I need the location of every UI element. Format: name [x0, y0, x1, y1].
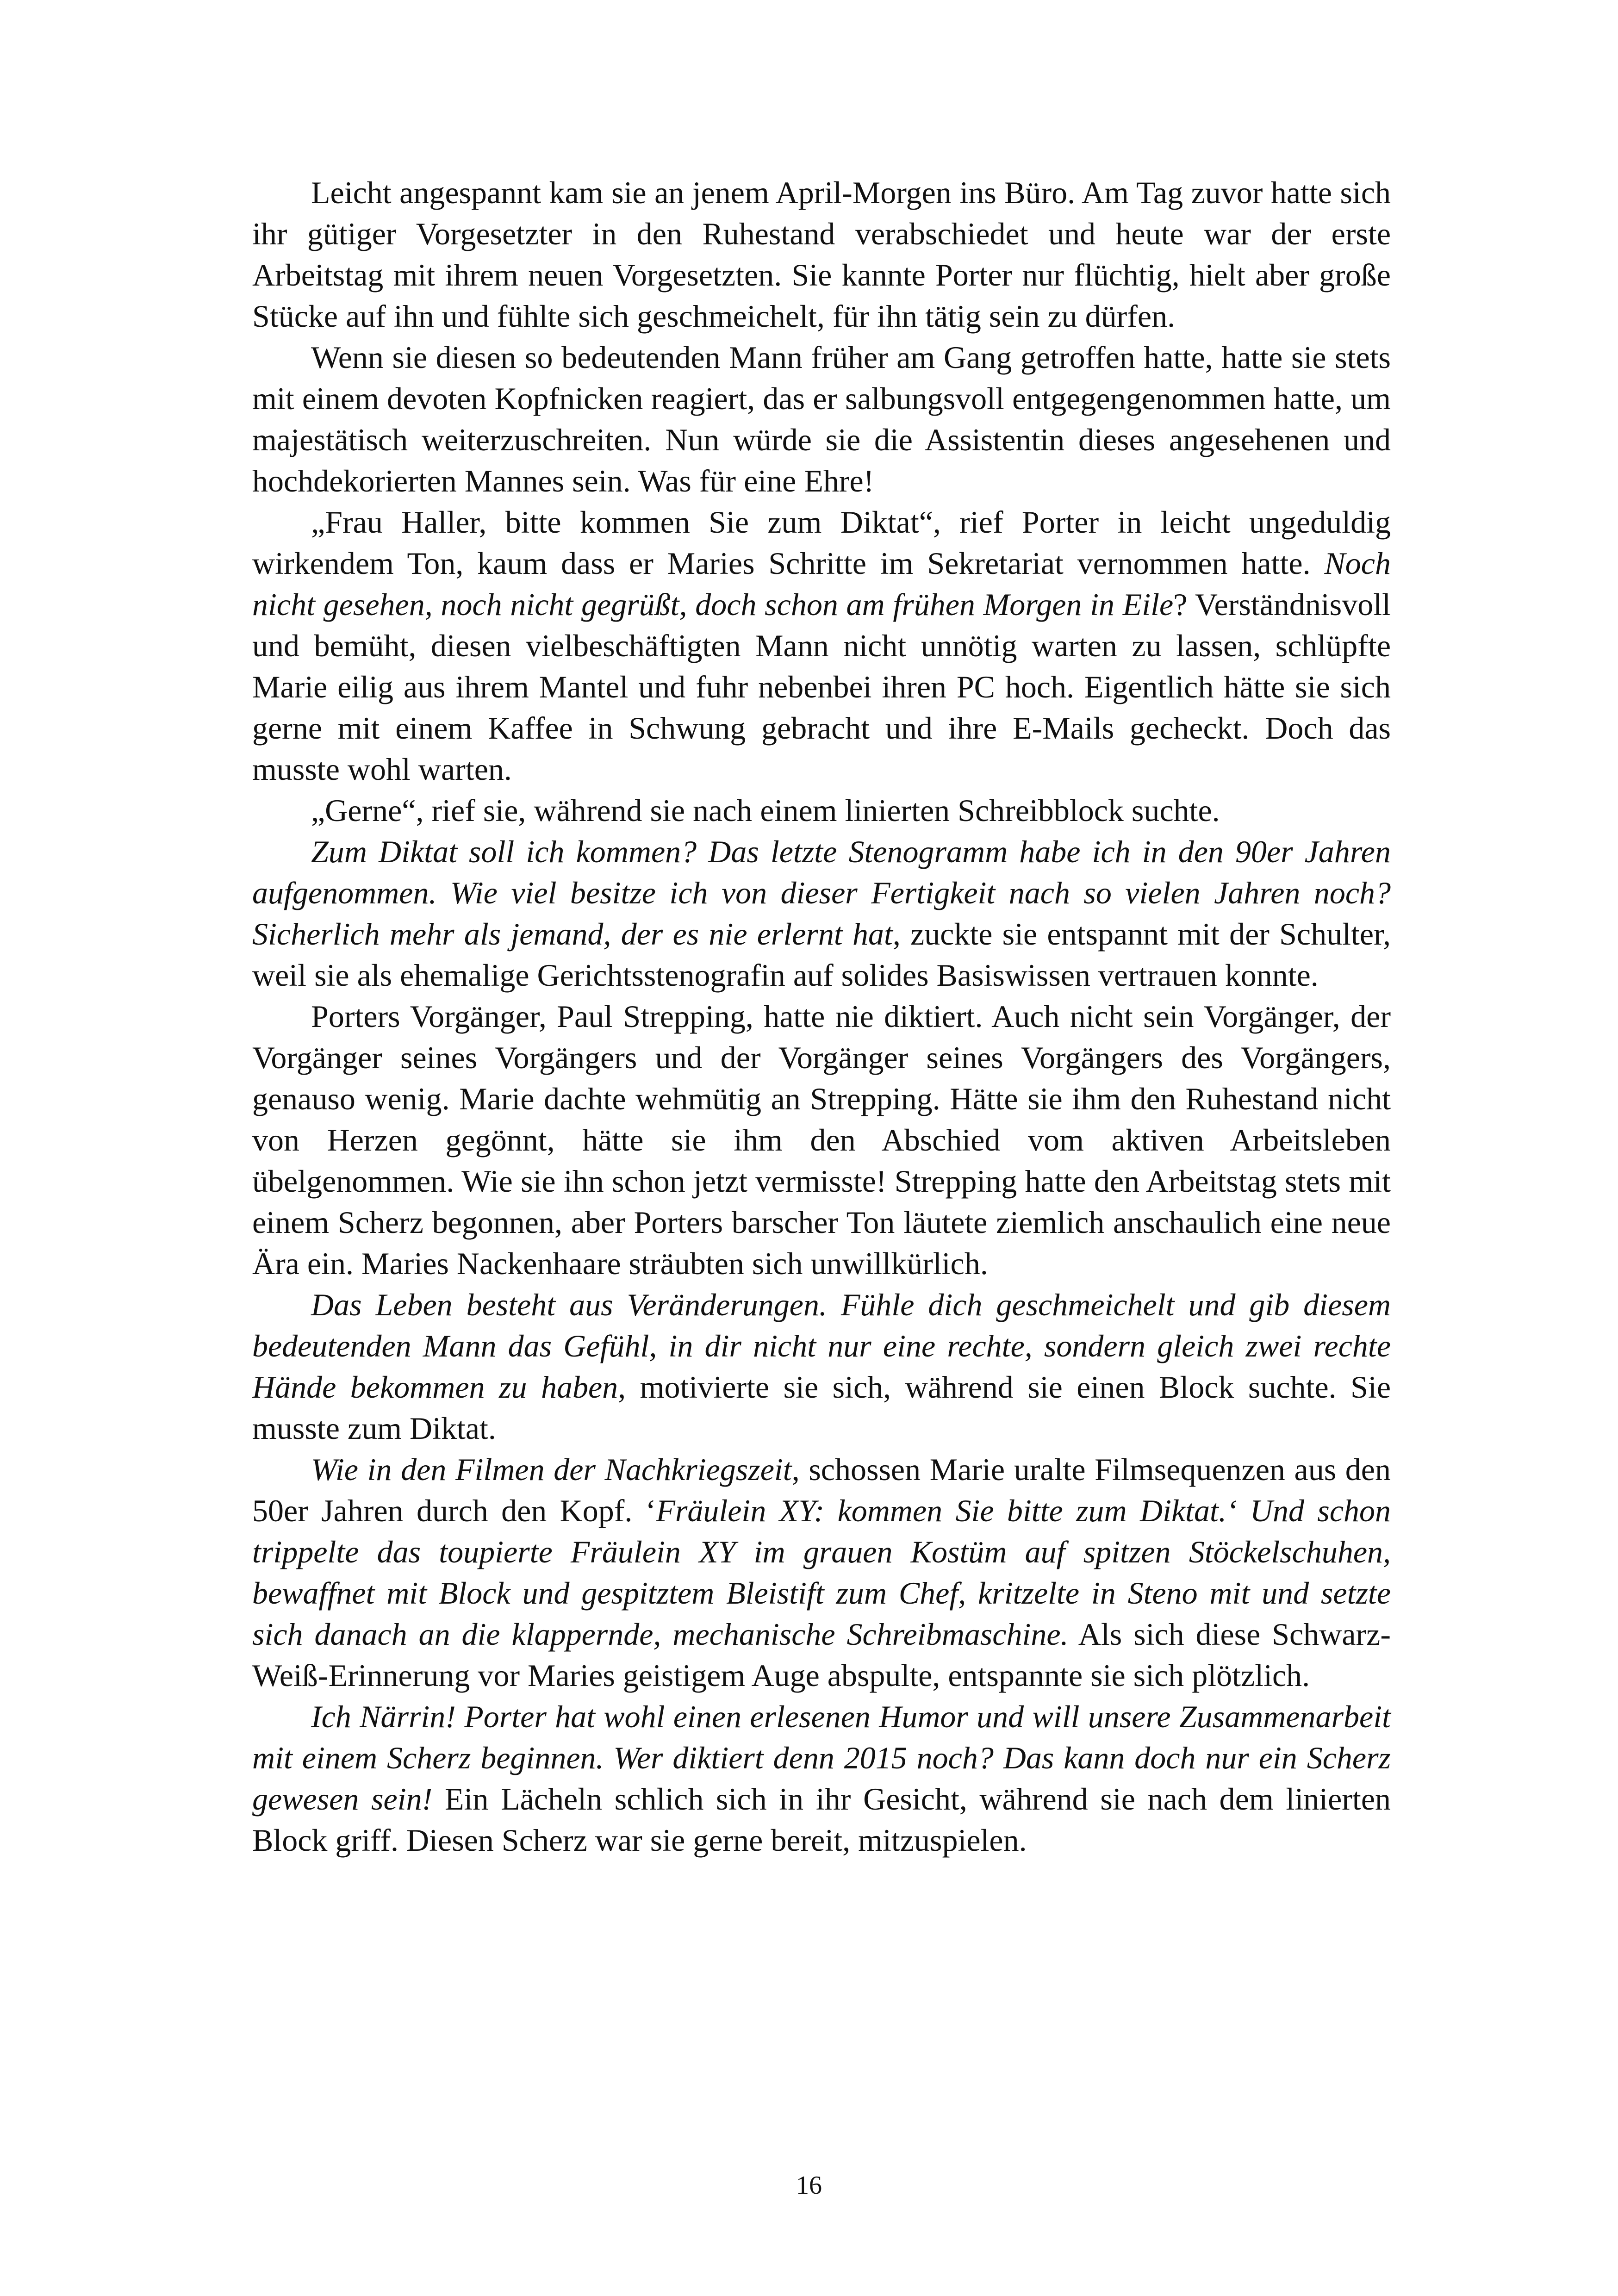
text-run: „Gerne“, rief sie, während sie nach einem linierten Schreibblock suchte. — [311, 793, 1220, 828]
paragraph-2 — [252, 337, 1391, 502]
italic-text-run: Fräulein XY: kommen Sie bitte zum Diktat.‘ Und schon trippelte das toupierte Fräulein XY im grauen Kostüm auf spitzen Stöckelschuhen, bewaffnet mit Block und gespitztem Bleistift zum Chef, kritzelte in Steno mit und setzte sich danach an die klappernde, mechanische Schreibmaschine. — [252, 1493, 1391, 1652]
paragraph-4 — [252, 790, 1391, 831]
text-run: , zuckte sie entspannt mit der Schulter, weil sie als ehemalige Gerichtsstenografin auf solides Basiswissen vertrauen konnte. — [252, 916, 1391, 993]
text-run: Leicht angespannt kam sie an jenem April-Morgen ins Büro. Am Tag zuvor hatte sich ihr gütiger Vorgesetzter in den Ruhestand verabschiedet und heute war der erste Arbeitstag mit ihrem neuen Vorgesetzten. Sie kannte Porter nur flüchtig, hielt aber große Stücke auf ihn und fühlte sich geschmeichelt, für ihn tätig sein zu dürfen. — [252, 175, 1391, 334]
text-run: „Frau Haller, bitte kommen Sie zum Diktat“, rief Porter in leicht ungeduldig wirkendem Ton, kaum dass er Maries Schritte im Sekretariat vernommen hatte. — [252, 504, 1391, 581]
text-run: Porters Vorgänger, Paul Strepping, hatte nie diktiert. Auch nicht sein Vorgänger, der Vorgänger seines Vorgängers und der Vorgänger seines Vorgängers des Vorgängers, genauso wenig. Marie dachte wehmütig an Strepping. Hätte sie ihm den Ruhestand nicht von Herzen gegönnt, hätte sie ihm den Abschied vom aktiven Arbeitsleben übelgenommen. Wie sie ihn schon jetzt vermisste! Strepping hatte den Arbeitstag stets mit einem Scherz begonnen, aber Porters barscher Ton läutete ziemlich anschaulich eine neue Ära ein. Maries Nackenhaare sträubten sich unwillkürlich. — [252, 999, 1391, 1281]
text-run: Wenn sie diesen so bedeutenden Mann früher am Gang getroffen hatte, hatte sie stets mit einem devoten Kopfnicken reagiert, das er salbungsvoll entgegengenommen hatte, um majestätisch weiterzuschreiten. Nun würde sie die Assistentin dieses angesehenen und hochdekorierten Mannes sein. Was für eine Ehre! — [252, 340, 1391, 498]
italic-text-run: Wie in den Filmen der Nachkriegszeit — [311, 1452, 792, 1487]
text-run: Als sich diese Schwarz-Weiß-Erinnerung vor Maries geistigem Auge abspulte, entspannte sie sich plötzlich. — [252, 1617, 1391, 1693]
text-run: , motivierte sie sich, während sie einen Block suchte. Sie musste zum Diktat. — [252, 1369, 1391, 1446]
italic-text-run: Zum Diktat soll ich kommen? Das letzte Stenogramm habe ich in den 90er Jahren aufgenommen. Wie viel besitze ich von dieser Fertigkeit nach so vielen Jahren noch? Sicherlich mehr als jemand, der es nie erlernt hat — [252, 834, 1391, 952]
paragraph-1 — [252, 172, 1391, 337]
italic-text-run: Das Leben besteht aus Veränderungen. Fühle dich geschmeichelt und gib diesem bedeutenden Mann das Gefühl, in dir nicht nur eine rechte, sondern gleich zwei rechte Hände bekommen zu haben — [252, 1287, 1391, 1405]
paragraph-7 — [252, 1284, 1391, 1449]
italic-text-run: Ich Närrin! Porter hat wohl einen erlesenen Humor und will unsere Zusammenarbeit mit einem Scherz beginnen. Wer diktiert denn 2015 noch? Das kann doch nur ein Scherz gewesen sein! — [252, 1699, 1391, 1817]
paragraph-6 — [252, 996, 1391, 1284]
body-text — [252, 172, 1391, 1861]
italic-text-run: Noch nicht gesehen, noch nicht gegrüßt, doch schon am frühen Morgen in Eile — [252, 546, 1391, 622]
paragraph-8 — [252, 1449, 1391, 1696]
text-run: ? Verständnisvoll und bemüht, diesen vielbeschäftigten Mann nicht unnötig warten zu lassen, schlüpfte Marie eilig aus ihrem Mantel und fuhr nebenbei ihren PC hoch. Eigentlich hätte sie sich gerne mit einem Kaffee in Schwung gebracht und ihre E-Mails gecheckt. Doch das musste wohl warten. — [252, 587, 1391, 787]
page-number: 16 — [796, 2171, 822, 2200]
paragraph-3 — [252, 502, 1391, 790]
paragraph-5 — [252, 831, 1391, 996]
paragraph-9 — [252, 1696, 1391, 1861]
text-run: Ein Lächeln schlich sich in ihr Gesicht, während sie nach dem linierten Block griff. Diesen Scherz war sie gerne bereit, mitzuspielen. — [252, 1781, 1391, 1858]
text-run: , schossen Marie uralte Filmsequenzen aus den 50er Jahren durch den Kopf. ‘ — [252, 1452, 1391, 1528]
